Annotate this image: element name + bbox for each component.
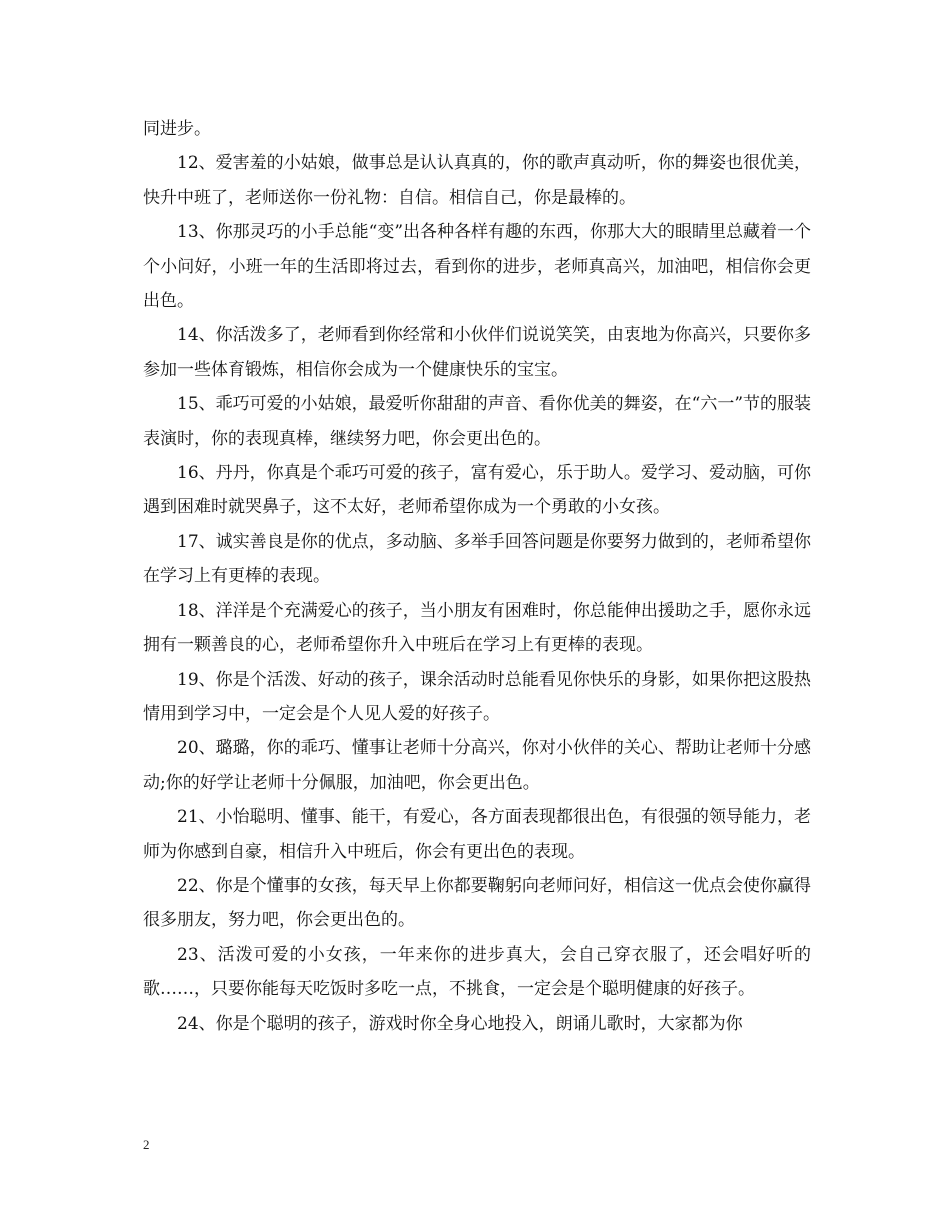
paragraph-18: 18、洋洋是个充满爱心的孩子，当小朋友有困难时，你总能伸出援助之手，愿你永远拥有一颗善良的心，老师希望你升入中班后在学习上有更棒的表现。 (143, 600, 811, 656)
paragraph-12: 12、爱害羞的小姑娘，做事总是认认真真的，你的歌声真动听，你的舞姿也很优美，快升中班了，老师送你一份礼物：自信。相信自己，你是最棒的。 (143, 153, 811, 208)
paragraph-22: 22、你是个懂事的女孩，每天早上你都要鞠躬向老师问好，相信这一优点会使你赢得很多朋友，努力吧，你会更出色的。 (143, 875, 811, 931)
paragraph-17: 17、诚实善良是你的优点，多动脑、多举手回答问题是你要努力做到的，老师希望你在学习上有更棒的表现。 (143, 531, 811, 587)
page-number: 2 (143, 1137, 150, 1152)
paragraph-15: 15、乖巧可爱的小姑娘，最爱听你甜甜的声音、看你优美的舞姿，在“六一”节的服装表演时，你的表现真棒，继续努力吧，你会更出色的。 (143, 394, 812, 449)
paragraph-14: 14、你活泼多了，老师看到你经常和小伙伴们说说笑笑，由衷地为你高兴，只要你多参加一些体育锻炼，相信你会成为一个健康快乐的宝宝。 (143, 325, 811, 380)
body-text (143, 112, 811, 1041)
paragraph-24: 24、你是个聪明的孩子，游戏时你全身心地投入，朗诵儿歌时，大家都为你 (177, 1013, 743, 1034)
paragraph-20: 20、璐璐，你的乖巧、懂事让老师十分高兴，你对小伙伴的关心、帮助让老师十分感动;你的好学让老师十分佩服，加油吧，你会更出色。 (143, 738, 811, 793)
paragraph-23: 23、活泼可爱的小女孩，一年来你的进步真大，会自己穿衣服了，还会唱好听的歌……，只要你能每天吃饭时多吃一点，不挑食，一定会是个聪明健康的好孩子。 (143, 944, 811, 1000)
paragraph-21: 21、小怡聪明、懂事、能干，有爱心，各方面表现都很出色，有很强的领导能力，老师为你感到自豪，相信升入中班后，你会有更出色的表现。 (143, 807, 811, 862)
paragraph-continued: 同进步。 (143, 119, 211, 139)
paragraph-19: 19、你是个活泼、好动的孩子，课余活动时总能看见你快乐的身影，如果你把这股热情用到学习中，一定会是个人见人爱的好孩子。 (143, 669, 811, 724)
paragraph-16: 16、丹丹，你真是个乖巧可爱的孩子，富有爱心，乐于助人。爱学习、爱动脑，可你遇到困难时就哭鼻子，这不太好，老师希望你成为一个勇敢的小女孩。 (143, 463, 811, 518)
paragraph-13: 13、你那灵巧的小手总能“变”出各种各样有趣的东西，你那大大的眼睛里总藏着一个个小问好，小班一年的生活即将过去，看到你的进步，老师真高兴，加油吧，相信你会更出色。 (143, 222, 812, 312)
